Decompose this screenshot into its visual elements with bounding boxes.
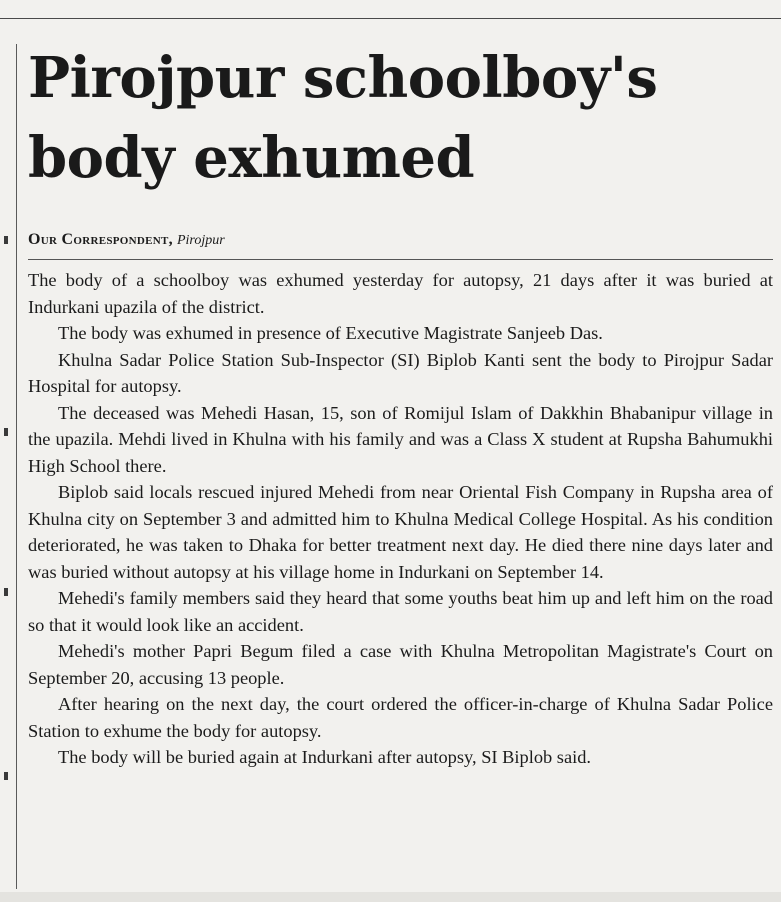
gutter-mark (4, 772, 8, 780)
page-bottom-edge (0, 892, 781, 902)
gutter-mark (4, 236, 8, 244)
headline: Pirojpur schoolboy's body exhumed (28, 45, 658, 191)
gutter-mark (4, 428, 8, 436)
article-paragraph: Khulna Sadar Police Station Sub-Inspector (SI) Biplob Kanti sent the body to Pirojpur Sadar Hospital for autopsy. (28, 349, 773, 396)
article-paragraph: The deceased was Mehedi Hasan, 15, son of Romijul Islam of Dakkhin Bhabanipur village in the upazila. Mehdi lived in Khulna with his family and was a Class X student at Rupsha Bahumukhi High School there. (28, 402, 773, 476)
article-body (28, 267, 773, 771)
byline-divider (28, 259, 773, 260)
gutter-mark (4, 588, 8, 596)
article-paragraph: The body was exhumed in presence of Executive Magistrate Sanjeeb Das. (58, 323, 603, 343)
top-column-rule (0, 18, 781, 19)
article-paragraph: Mehedi's mother Papri Begum filed a case with Khulna Metropolitan Magistrate's Court on September 20, accusing 13 people. (28, 641, 773, 688)
left-column-rule (16, 44, 17, 889)
byline (28, 230, 773, 251)
byline-location: Pirojpur (176, 233, 225, 248)
byline-author: Our Correspondent, (28, 231, 173, 248)
article-paragraph: Mehedi's family members said they heard that some youths beat him up and left him on the road so that it would look like an accident. (28, 588, 773, 635)
article-paragraph: Biplob said locals rescued injured Mehedi from near Oriental Fish Company in Rupsha area of Khulna city on September 3 and admitted him to Khulna Medical College Hospital. As his condition deteriorated, he was taken to Dhaka for better treatment next day. He died there nine days later and was buried without autopsy at his village home in Indurkani on September 14. (28, 482, 773, 582)
article-paragraph: After hearing on the next day, the court ordered the officer-in-charge of Khulna Sadar Police Station to exhume the body for autopsy. (28, 694, 773, 741)
article-paragraph: The body of a schoolboy was exhumed yesterday for autopsy, 21 days after it was buried at Indurkani upazila of the district. (28, 270, 773, 317)
article-paragraph: The body will be buried again at Indurkani after autopsy, SI Biplob said. (58, 747, 592, 767)
